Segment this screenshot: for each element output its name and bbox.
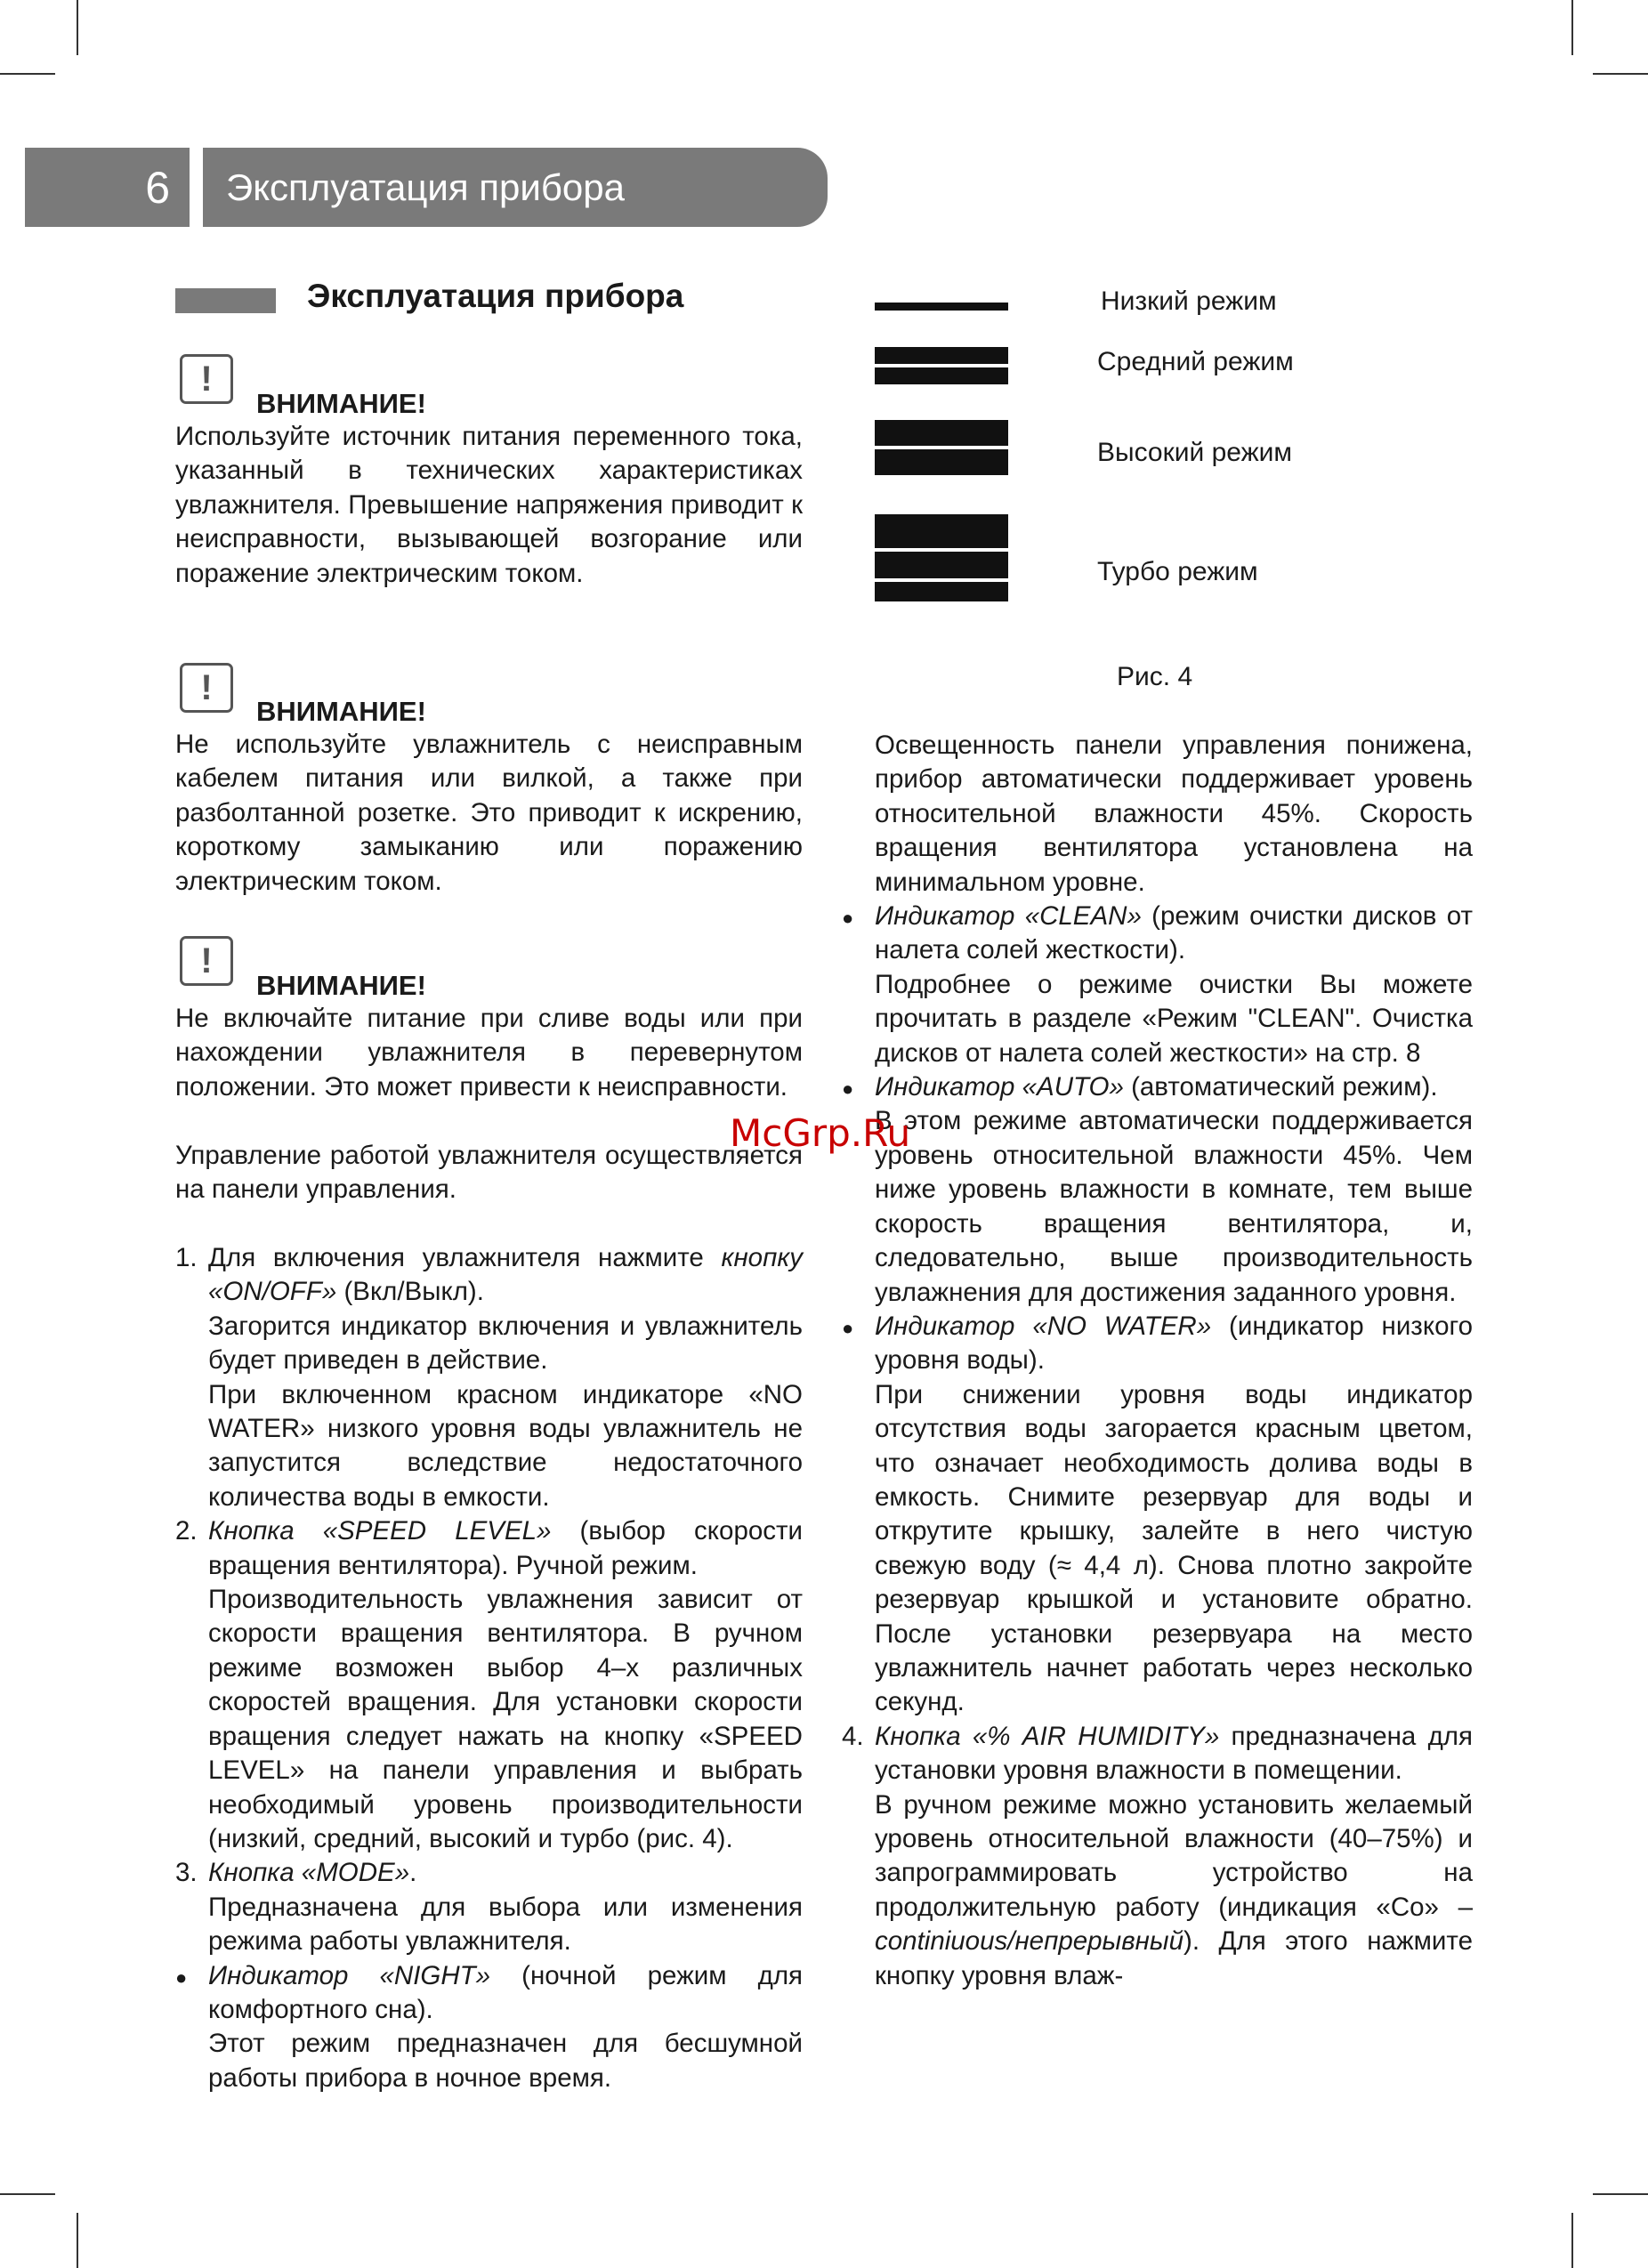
item-text (208, 1514, 803, 1583)
item-number: 4. (842, 1721, 864, 1751)
right-column (842, 729, 1473, 1993)
item-paragraph: Загорится индикатор включения и увлажнитель будет приведен в действие. (208, 1311, 803, 1376)
speed-turbo-icon (875, 514, 1008, 605)
item-text (208, 1959, 803, 2028)
page-number: 6 (25, 148, 190, 227)
list-item (175, 1514, 803, 1856)
legend-label: Высокий режим (1097, 438, 1293, 467)
warning-text: Не используйте увлажнитель с неисправным кабелем питания или вилкой, а также при разболтанной розетке. Это приводит к искрению, короткому замыканию или поражению электрическим током. (175, 730, 803, 896)
item-text (208, 1241, 803, 1310)
item-text (875, 1070, 1473, 1104)
indicator-name: Индикатор «CLEAN» (875, 901, 1142, 932)
crop-mark (1593, 2193, 1648, 2195)
item-paragraph (875, 1788, 1473, 1993)
legend-label: Турбо режим (1097, 557, 1258, 586)
watermark: McGrp.Ru (730, 1111, 911, 1155)
item-paragraph: Производительность увлажнения зависит от скорости вращения вентилятора. В ручном режиме возможен выбор 4–х различных скоростей вращения. Для установки скорости вращения следует нажать на кнопку «SPEED LEVEL» на панели управления и выбрать необходимый уровень производительности (низкий, средний, высокий и турбо (рис. 4). (208, 1585, 803, 1853)
item-number: 2. (175, 1516, 198, 1546)
button-name: Кнопка «SPEED LEVEL» (208, 1516, 552, 1546)
item-paragraph: При включенном красном индикаторе «NO WATER» низкого уровня воды увлажнитель не запустится вследствие недостаточного количества воды в емкости. (208, 1379, 803, 1512)
crop-mark (1571, 0, 1573, 55)
figure-caption: Рис. 4 (1117, 662, 1193, 691)
button-name: Кнопка «MODE» (208, 1858, 410, 1888)
item-tail: (режим очистки дисков от налета солей жесткости). (875, 901, 1473, 965)
list-item (842, 900, 1473, 1070)
warning-text: Используйте источник питания переменного тока, указанный в технических характеристиках увлажнителя. Превышение напряжения приводит к неисправности, вызывающей возгорание или поражение электрическим током. (175, 422, 803, 588)
legend-label: Средний режим (1097, 347, 1294, 376)
item-text (875, 1720, 1473, 1788)
warning-icon: ! (180, 663, 233, 713)
item-paragraph: Подробнее о режиме очистки Вы можете прочитать в разделе «Режим "CLEAN". Очистка дисков от налета солей жесткости» на стр. 8 (875, 969, 1473, 1068)
instructions-list (175, 1241, 803, 2095)
item-lead: Для включения увлажнителя нажмите (208, 1243, 722, 1272)
item-text (208, 1856, 803, 1890)
item-number: 1. (175, 1243, 198, 1272)
crop-mark (1571, 2213, 1573, 2268)
intro-text: Управление работой увлажнителя осуществляется на панели управления. (175, 1141, 803, 1205)
warning-title: ВНИМАНИЕ! (256, 696, 426, 727)
speed-low-icon (875, 303, 1008, 314)
warning-icon: ! (180, 354, 233, 404)
item-tail: . (409, 1858, 417, 1888)
warning-title: ВНИМАНИЕ! (256, 388, 426, 419)
list-item (175, 1959, 803, 2096)
item-text (875, 1310, 1473, 1378)
button-name: Кнопка «% AIR HUMIDITY» (875, 1721, 1220, 1751)
section-title: Эксплуатация прибора (307, 278, 684, 314)
crop-mark (0, 73, 55, 75)
section-marker (175, 288, 276, 313)
crop-mark (77, 0, 78, 55)
item-paragraph: В этом режиме автоматически поддерживается уровень относительной влажности 45%. Чем ниже уровень влажности в комнате, тем выше скорость вращения вентилятора, и, следовательно, выше производительность увлажнения для достижения заданного уровня. (875, 1106, 1473, 1307)
item-number: 3. (175, 1858, 198, 1888)
list-item (842, 1070, 1473, 1310)
item-tail: (индикатор низкого уровня воды). (875, 1311, 1473, 1376)
warning-icon: ! (180, 936, 233, 986)
list-item (842, 1310, 1473, 1720)
list-item (175, 1856, 803, 1958)
bullet-icon: ● (842, 907, 854, 930)
item-paragraph: Этот режим предназначен для бесшумной работы прибора в ночное время. (208, 2029, 803, 2093)
bullet-icon: ● (842, 1316, 854, 1339)
indicator-name: Индикатор «NIGHT» (208, 1960, 491, 1990)
crop-mark (77, 2213, 78, 2268)
item-text (875, 900, 1473, 968)
legend-label: Низкий режим (1101, 287, 1277, 316)
item-paragraph: При снижении уровня воды индикатор отсутствия воды загорается красным цветом, что означает необходимость долива воды в емкость. Снимите резервуар для воды и открутите крышку, залейте в него чистую свежую воду (≈ 4,4 л). Снова плотно закройте резервуар крышкой и установите обратно. После установки резервуара на место увлажнитель начнет работать через несколько секунд. (875, 1379, 1473, 1717)
item-tail: ). Для этого нажмите кнопку уровня влаж- (875, 1926, 1473, 1990)
paragraph: Освещенность панели управления понижена, прибор автоматически поддерживает уровень относительной влажности 45%. Скорость вращения вентилятора установлена на минимальном уровне. (875, 730, 1473, 897)
list-item (842, 1720, 1473, 1993)
item-tail: (выбор скорости вращения вентилятора). Ручной режим. (208, 1516, 803, 1580)
speed-high-icon (875, 420, 1008, 479)
warning-text: Не включайте питание при сливе воды или при нахождении увлажнителя в перевернутом положении. Это может привести к неисправности. (175, 1004, 803, 1102)
list-item (175, 1241, 803, 1514)
page-header-title: Эксплуатация прибора (203, 148, 828, 227)
item-tail: (ночной режим для комфортного сна). (208, 1960, 804, 2024)
speed-medium-icon (875, 347, 1008, 388)
mode-name: continiuous/непрерывный (875, 1926, 1183, 1957)
crop-mark (1593, 73, 1648, 75)
item-tail: предназначена для установки уровня влажности в помещении. (875, 1721, 1473, 1786)
item-tail: (Вкл/Выкл). (336, 1277, 484, 1307)
bullet-icon: ● (842, 1078, 854, 1101)
warning-title: ВНИМАНИЕ! (256, 970, 426, 1001)
item-lead: В ручном режиме можно установить желаемый уровень относительной влажности (40–75%) и запрограммировать устройство на продолжительную работу (индикация «Co» – (875, 1789, 1473, 1922)
indicator-name: Индикатор «AUTO» (875, 1072, 1124, 1102)
crop-mark (0, 2193, 55, 2195)
item-paragraph: Предназначена для выбора или изменения режима работы увлажнителя. (208, 1892, 803, 1957)
bullet-icon: ● (175, 1965, 188, 1989)
item-tail: (автоматический режим). (1123, 1072, 1438, 1102)
indicator-name: Индикатор «NO WATER» (875, 1311, 1212, 1341)
button-name: кнопку «ON/OFF» (208, 1243, 803, 1307)
